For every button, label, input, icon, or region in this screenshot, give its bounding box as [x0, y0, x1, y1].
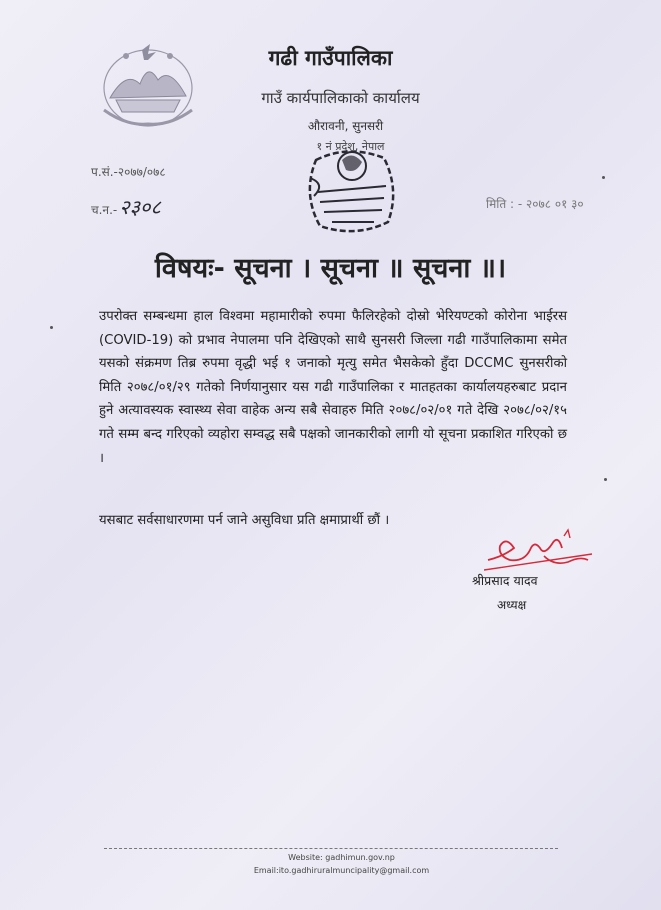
chalani-label: च.न.- — [91, 203, 118, 217]
office-province: १ नं प्रदेश, नेपाल — [316, 140, 385, 153]
subject-heading: विषयः- सूचना । सूचना ॥ सूचना ॥। — [154, 253, 507, 284]
office-subtitle: गाउँ कार्यपालिकाको कार्यालय — [261, 89, 420, 107]
paper-speck — [602, 176, 605, 179]
signatory-name: श्रीप्रसाद यादव — [472, 573, 538, 588]
official-stamp-icon — [296, 140, 402, 240]
patra-sankhya: प.सं.-२०७७/०७८ — [91, 165, 166, 179]
footer-divider — [104, 848, 558, 849]
signature-icon — [484, 526, 594, 572]
footer-website: Website: gadhimun.gov.np — [288, 853, 395, 862]
paper-speck — [604, 478, 607, 481]
chalani-number — [91, 193, 161, 220]
chalani-value: २३०८ — [119, 195, 161, 219]
letter-date: मिति : - २०७८ ०१ ३० — [486, 197, 584, 211]
paper-speck — [50, 326, 53, 329]
office-address: औरावनी, सुनसरी — [307, 119, 384, 133]
office-name: गढी गाउँपालिका — [268, 46, 393, 70]
apology-line: यसबाट सर्वसाधारणमा पर्न जाने असुविधा प्रति क्षमाप्रार्थी छौं । — [99, 513, 390, 528]
footer-email: Email:ito.gadhiruralmuncipality@gmail.com — [253, 866, 430, 875]
notice-body: उपरोक्त सम्बन्धमा हाल विश्वमा महामारीको रुपमा फैलिरहेको दोस्रो भेरियण्टको कोरोना भाईरस (COVID-19) को प्रभाव नेपालमा पनि देखिएको साथै सुनसरी जिल्ला गढी गाउँपालिकामा समेत यसको संक्रमण तिब्र रुपमा वृद्धी भई १ जनाको मृत्यु समेत भैसकेको हुँदा DCCMC सुनसरीको मिति २०७८/०१/२९ गतेको निर्णयानुसार यस गढी गाउँपालिका र मातहतका कार्यालयहरुबाट प्रदान हुने अत्यावस्यक स्वास्थ्य सेवा वाहेक अन्य सबै सेवाहरु मिति २०७८/०२/०१ गते देखि २०७८/०२/१५ गते सम्म बन्द गरिएको व्यहोरा सम्वद्ध सबै पक्षको जानकारीको लागी यो सूचना प्रकाशित गरिएको छ । — [99, 309, 567, 466]
signatory-title: अध्यक्ष — [497, 598, 527, 612]
